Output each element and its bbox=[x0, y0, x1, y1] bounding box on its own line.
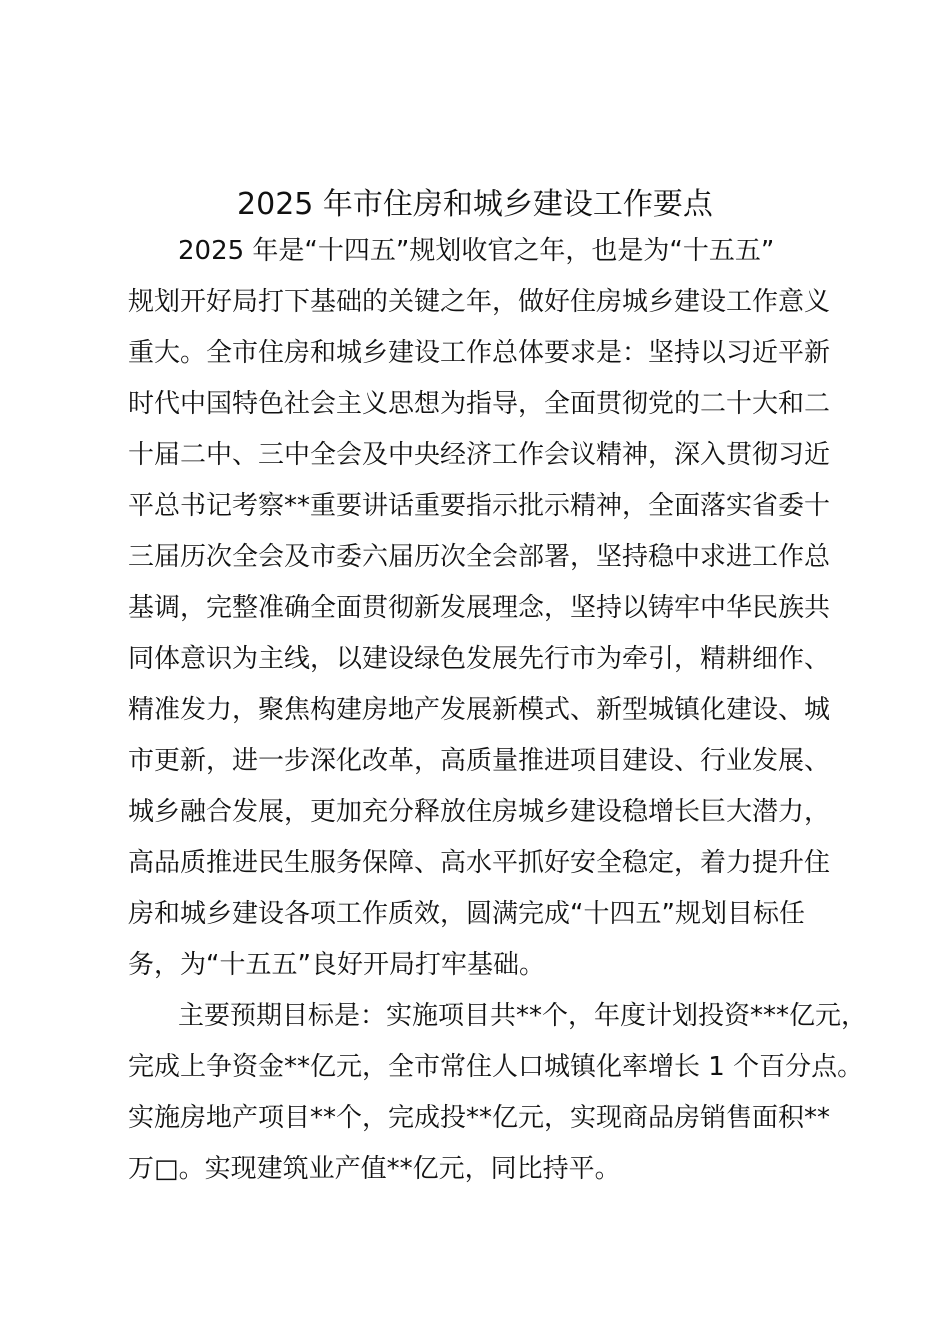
paragraph-line: 市更新，进一步深化改革，高质量推进项目建设、行业发展、 bbox=[128, 746, 831, 776]
paragraph-line: 重大。全市住房和城乡建设工作总体要求是：坚持以习近平新 bbox=[128, 338, 831, 368]
paragraph-line: 高品质推进民生服务保障、高水平抓好安全稳定，着力提升住 bbox=[128, 848, 831, 878]
paragraph-line: 同体意识为主线，以建设绿色发展先行市为牵引，精耕细作、 bbox=[128, 644, 831, 674]
paragraph-line: 房和城乡建设各项工作质效，圆满完成“十四五”规划目标任 bbox=[128, 899, 805, 929]
paragraph-line: 基调，完整准确全面贯彻新发展理念，坚持以铸牢中华民族共 bbox=[128, 593, 831, 623]
paragraph-line: 城乡融合发展，更加充分释放住房城乡建设稳增长巨大潜力， bbox=[128, 797, 831, 827]
paragraph-line: 规划开好局打下基础的关键之年，做好住房城乡建设工作意义 bbox=[128, 287, 831, 317]
document-title: 2025 年市住房和城乡建设工作要点 bbox=[237, 187, 713, 222]
paragraph-line: 万□。实现建筑业产值**亿元，同比持平。 bbox=[128, 1154, 621, 1184]
paragraph-line: 十届二中、三中全会及中央经济工作会议精神，深入贯彻习近 bbox=[128, 440, 831, 470]
paragraph-line: 时代中国特色社会主义思想为指导，全面贯彻党的二十大和二 bbox=[128, 389, 831, 419]
paragraph-line: 平总书记考察**重要讲话重要指示批示精神，全面落实省委十 bbox=[128, 491, 831, 521]
paragraph-line: 精准发力，聚焦构建房地产发展新模式、新型城镇化建设、城 bbox=[128, 695, 831, 725]
paragraph-line: 主要预期目标是：实施项目共**个，年度计划投资***亿元， bbox=[178, 1001, 868, 1031]
paragraph-line: 三届历次全会及市委六届历次全会部署，坚持稳中求进工作总 bbox=[128, 542, 831, 572]
paragraph-line: 完成上争资金**亿元，全市常住人口城镇化率增长 1 个百分点。 bbox=[128, 1052, 864, 1082]
paragraph-line: 2025 年是“十四五”规划收官之年，也是为“十五五” bbox=[178, 236, 775, 266]
paragraph-line: 实施房地产项目**个，完成投**亿元，实现商品房销售面积** bbox=[128, 1103, 831, 1133]
paragraph-line: 务，为“十五五”良好开局打牢基础。 bbox=[128, 950, 545, 980]
